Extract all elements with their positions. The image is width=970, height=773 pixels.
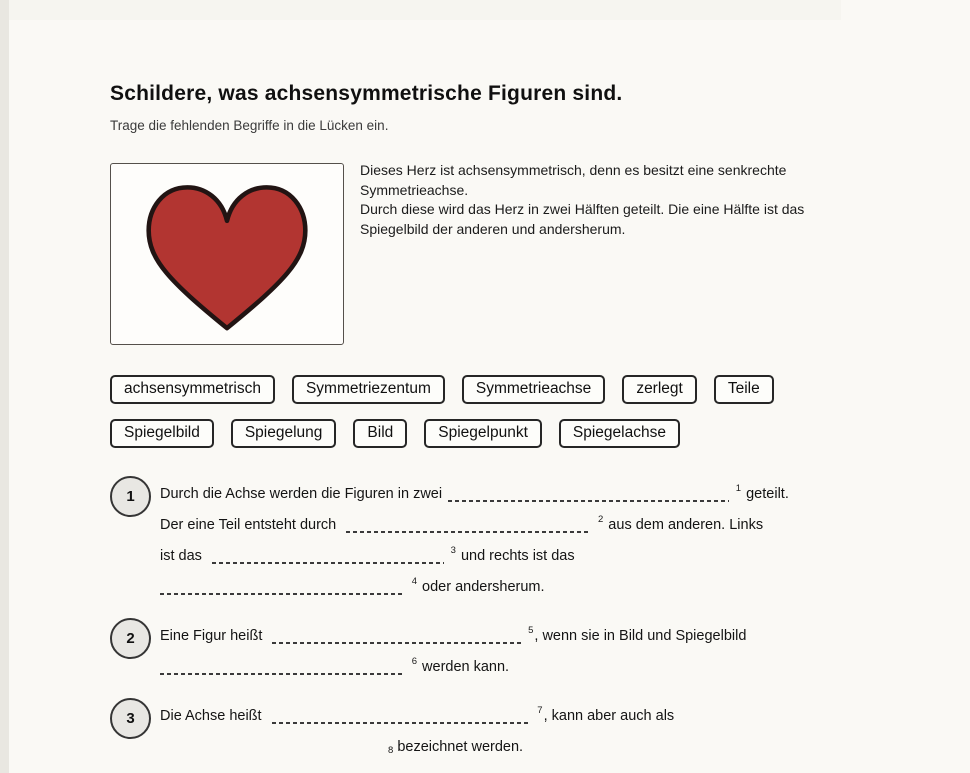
blank-2[interactable] [346,516,604,529]
exercise-text: oder andersherum. [418,579,545,595]
exercise-text: Durch die Achse werden die Figuren in zwei [160,486,443,502]
blank-number: 4 [411,576,417,587]
blank-8[interactable]: 8 [388,745,394,756]
word-chip-bild[interactable]: Bild [353,419,407,448]
word-chip-symmetriezentum[interactable]: Symmetriezentum [292,375,445,404]
exercise-text: und rechts ist das [456,548,575,564]
exercise-2-number: 2 [110,618,151,659]
word-bank-row-2 [110,419,680,448]
blank-dash-line [448,500,729,502]
word-chip-symmetrieachse[interactable]: Symmetrieachse [462,375,605,404]
word-chip-achsensymmetrisch[interactable]: achsensymmetrisch [110,375,275,404]
page-top-band [9,0,841,20]
blank-number: 7 [537,705,543,716]
word-chip-zerlegt[interactable]: zerlegt [622,375,697,404]
exercise-text: Die Achse heißt [160,708,266,724]
blank-3[interactable] [212,547,457,560]
blank-1[interactable] [448,485,742,498]
word-chip-teile[interactable]: Teile [714,375,774,404]
exercise-text: aus dem anderen. Links [604,517,764,533]
exercise-3-text [160,701,880,766]
caption-line: Symmetrieachse. [360,181,469,198]
caption-line: Dieses Herz ist achsensymmetrisch, denn es besitzt eine senkrechte [360,162,787,178]
blank-5[interactable] [272,627,534,640]
blank-number: 2 [597,514,604,525]
blank-4[interactable] [160,578,418,591]
blank-dash-line [160,673,405,675]
page-subtitle: Trage die fehlenden Begriffe in die Lücken ein. [110,118,389,133]
blank-dash-line [212,562,444,564]
exercise-1-number: 1 [110,476,151,517]
exercise-text: geteilt. [742,486,789,502]
exercise-text: Der eine Teil entsteht durch [160,517,341,533]
exercise-1-text [160,479,880,603]
word-chip-spiegelpunkt[interactable]: Spiegelpunkt [424,419,542,448]
word-chip-spiegelachse[interactable]: Spiegelachse [559,419,680,448]
exercise-text: , kann aber auch als [543,708,675,724]
blank-number: 3 [450,545,456,556]
blank-6[interactable] [160,658,418,671]
exercise-2-text [160,621,880,683]
caption-line: Durch diese wird das Herz in zwei Hälften geteilt. Die eine Hälfte ist das [360,201,805,217]
heart-icon [139,173,315,339]
heart-figure-box [110,163,344,345]
exercise-text: ist das [160,548,206,564]
blank-7[interactable] [272,707,544,720]
blank-dash-line [272,722,531,724]
figure-caption [360,161,890,239]
exercise-text: werden kann. [418,659,510,675]
blank-number: 5 [528,625,534,636]
page-left-margin [0,0,9,773]
blank-number: 1 [735,483,742,494]
page-title: Schildere, was achsensymmetrische Figuren sind. [110,82,623,105]
word-chip-spiegelung[interactable]: Spiegelung [231,419,337,448]
exercise-text: bezeichnet werden. [393,739,524,755]
blank-dash-line [272,642,521,644]
word-bank-row-1 [110,375,774,404]
blank-number: 6 [411,656,417,667]
word-chip-spiegelbild[interactable]: Spiegelbild [110,419,214,448]
exercise-text: , wenn sie in Bild und Spiegelbild [534,628,747,644]
exercise-3-number: 3 [110,698,151,739]
blank-dash-line [160,593,405,595]
caption-line: Spiegelbild der anderen und andersherum. [360,220,626,237]
exercise-text: Eine Figur heißt [160,628,267,644]
blank-dash-line [346,531,591,533]
